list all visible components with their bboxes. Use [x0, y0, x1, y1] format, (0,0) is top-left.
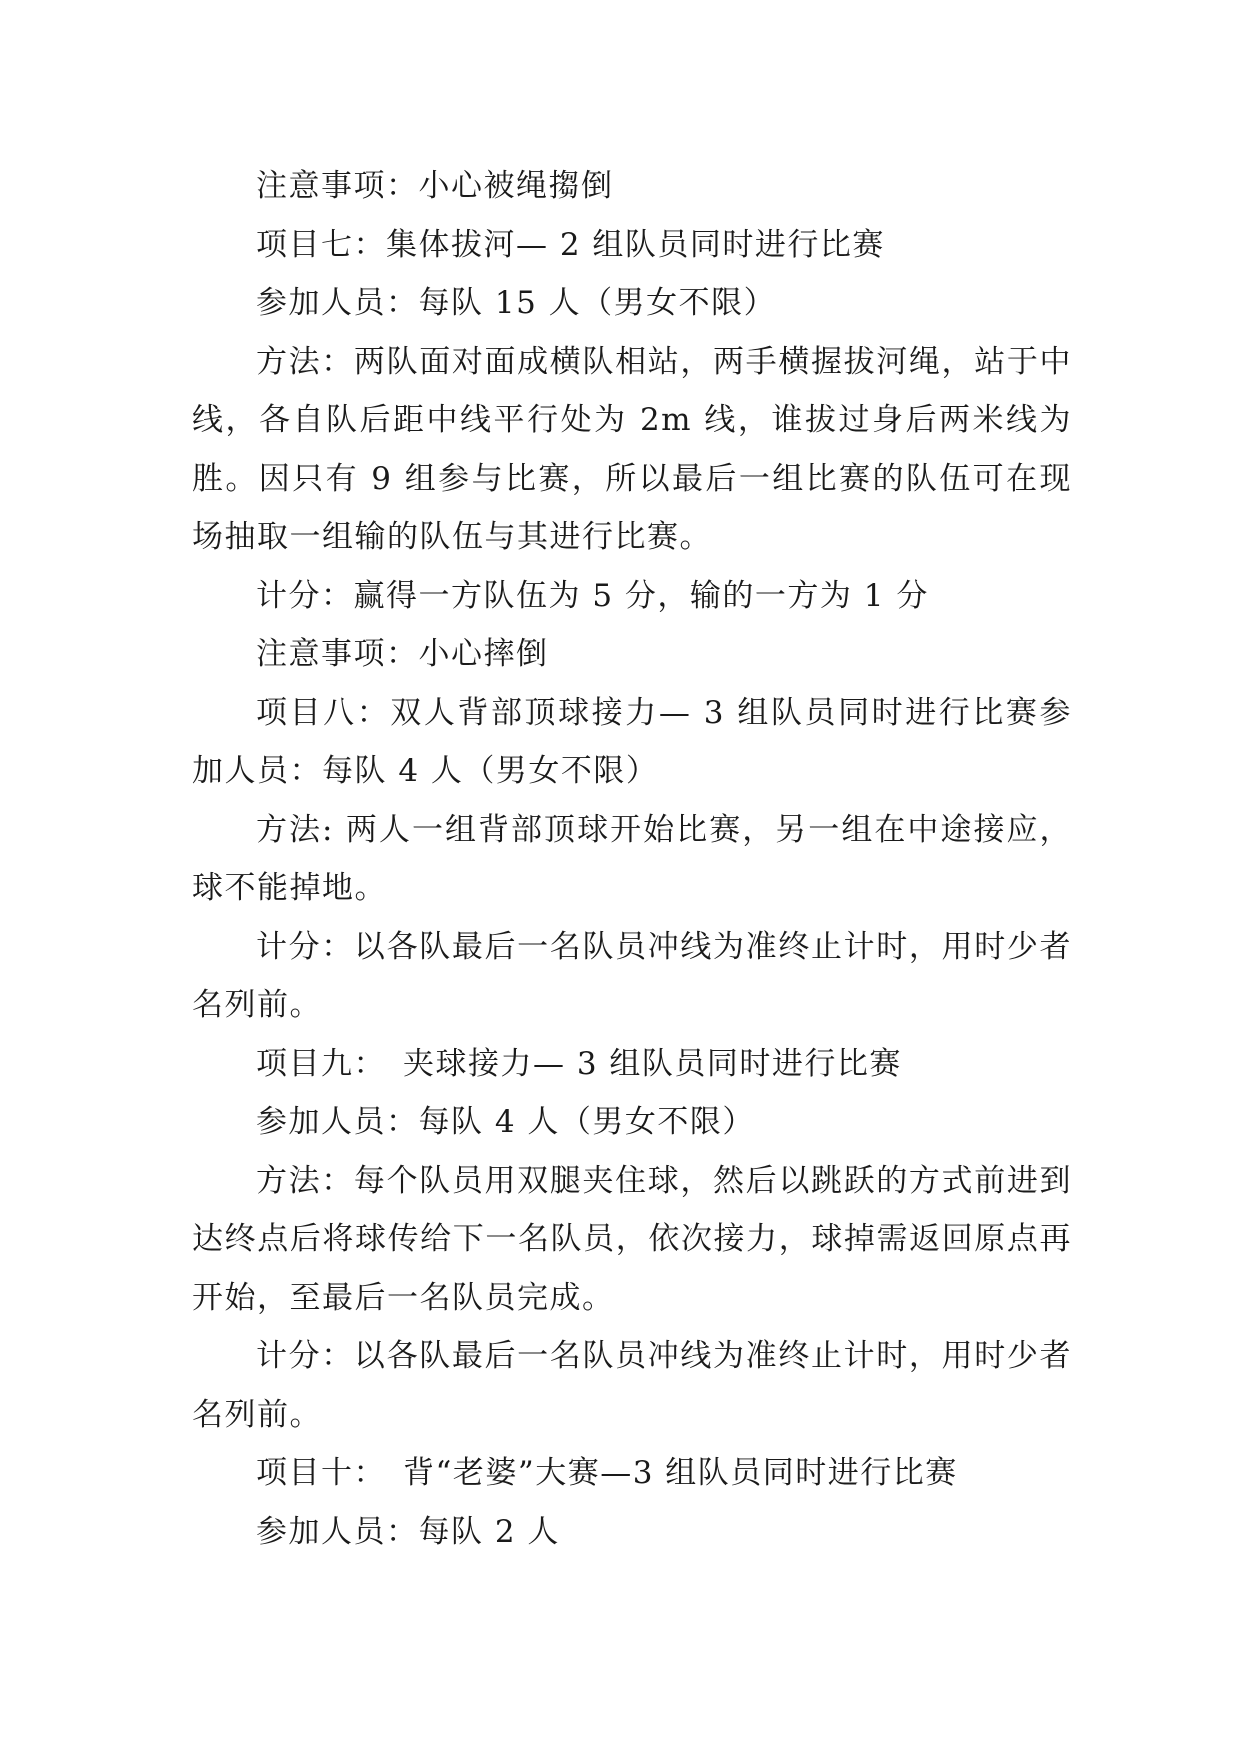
paragraph-item-7-title: 项目七：集体拔河— 2 组队员同时进行比赛 — [256, 226, 885, 263]
paragraph-item-8-title: 项目八：双人背部顶球接力— 3 组队员同时进行比赛参加人员：每队 4 人（男女不限） — [192, 694, 1072, 789]
paragraph-item-9-title: 项目九： 夹球接力— 3 组队员同时进行比赛 — [256, 1045, 902, 1082]
paragraph-item-8-scoring: 计分：以各队最后一名队员冲线为准终止计时，用时少者名列前。 — [192, 928, 1072, 1023]
paragraph-item-9-scoring: 计分：以各队最后一名队员冲线为准终止计时，用时少者名列前。 — [192, 1338, 1072, 1433]
paragraph-item-9-participants: 参加人员：每队 4 人（男女不限） — [256, 1104, 755, 1140]
paragraph-item-7-participants: 参加人员：每队 15 人（男女不限） — [256, 285, 777, 321]
paragraph-item-10-title: 项目十： 背“老婆”大赛—3 组队员同时进行比赛 — [256, 1455, 958, 1491]
paragraph-item-7-method: 方法：两队面对面成横队相站，两手横握拔河绳，站于中线，各自队后距中线平行处为 2m 线，谁拔过身后两米线为胜。因只有 9 组参与比赛，所以最后一组比赛的队伍可在现场抽取一组输的队伍与其进行比赛。 — [192, 343, 1072, 555]
paragraph-precaution-7: 注意事项：小心被绳搊倒 — [256, 168, 614, 204]
paragraph-item-7-precaution: 注意事项：小心摔倒 — [256, 636, 549, 672]
paragraph-item-8-method: 方法: 两人一组背部顶球开始比赛，另一组在中途接应，球不能掉地。 — [192, 811, 1072, 906]
document-body — [192, 157, 1072, 1561]
paragraph-item-10-participants: 参加人员：每队 2 人 — [256, 1513, 560, 1550]
paragraph-item-9-method: 方法：每个队员用双腿夹住球，然后以跳跃的方式前进到达终点后将球传给下一名队员，依次接力，球掉需返回原点再开始，至最后一名队员完成。 — [192, 1162, 1072, 1316]
paragraph-item-7-scoring: 计分：赢得一方队伍为 5 分，输的一方为 1 分 — [256, 577, 929, 614]
